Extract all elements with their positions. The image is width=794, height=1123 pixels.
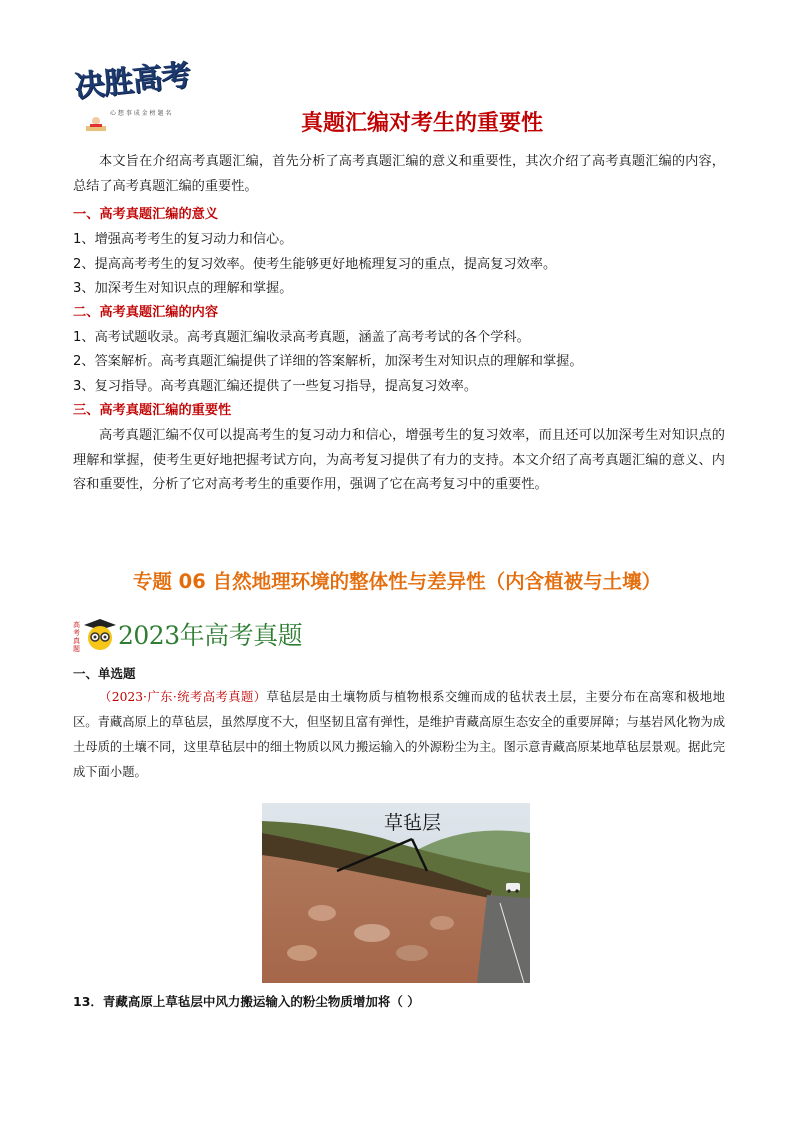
question-stem-text: 草毡层是由土壤物质与植物根系交缠而成的毡状表土层，主要分布在高寒和极地地区。青藏高原上的草毡层，虽然厚度不大，但坚韧且富有弹性，是维护青藏高原生态安全的重要屏障；与基岩风化物为成土母质的土壤不同，这里草毡层中的细土物质以风力搬运输入的外源粉尘为主。图示意青藏高原某地草毡层景观。据此完成下面小题。 — [73, 690, 725, 779]
document-title-text: 真题汇编对考生的重要性 — [300, 111, 543, 136]
section-2-item: 3、复习指导。高考真题汇编还提供了一些复习指导，提高复习效率。 — [73, 379, 478, 394]
section-3-paragraph: 高考真题汇编不仅可以提高考生的复习动力和信心，增强考生的复习效率，而且还可以加深考生对知识点的理解和掌握，使考生更好地把握考试方向，为高考复习提供了有力的支持。本文介绍了高考真题汇编的意义、内容和重要性，分析了它对高考考生的重要作用，强调了它在高考复习中的重要性。 — [73, 428, 725, 492]
svg-text:真: 真 — [73, 637, 80, 645]
section-1-heading: 一、高考真题汇编的意义 — [73, 207, 219, 222]
intro-paragraph: 本文旨在介绍高考真题汇编，首先分析了高考真题汇编的意义和重要性，其次介绍了高考真题汇编的内容，总结了高考真题汇编的重要性。 — [73, 154, 725, 194]
section-3-heading: 三、高考真题汇编的重要性 — [73, 403, 232, 418]
document-title — [0, 106, 794, 137]
svg-text:题: 题 — [73, 645, 80, 652]
logo-slogan: 心 想 事 成 金 榜 题 名 — [110, 110, 172, 117]
section-2-item: 1、高考试题收录。高考真题汇编收录高考真题，涵盖了高考考试的各个学科。 — [73, 330, 530, 345]
owl-graduate-icon — [72, 616, 116, 652]
question-13 — [73, 992, 420, 1010]
grass-felt-layer-photo — [262, 803, 530, 983]
photo-label: 草毡层 — [384, 812, 442, 834]
topic-title: 专题 06 自然地理环境的整体性与差异性（内含植被与土壤） — [132, 570, 662, 593]
svg-text:考: 考 — [73, 629, 80, 637]
section-1-item: 3、加深考生对知识点的理解和掌握。 — [73, 281, 293, 296]
logo-text: 决胜高考 — [72, 57, 192, 105]
section-1-item: 1、增强高考考生的复习动力和信心。 — [73, 232, 293, 247]
question-stem — [73, 685, 725, 785]
question-13-text: 青藏高原上草毡层中风力搬运输入的粉尘物质增加将（ ） — [102, 994, 420, 1009]
question-source: （2023·广东·统考高考真题） — [99, 690, 267, 704]
section-1-item: 2、提高高考考生的复习效率。使考生能够更好地梳理复习的重点，提高复习效率。 — [73, 257, 557, 272]
question-type-heading: 一、单选题 — [73, 666, 136, 681]
section-2-item: 2、答案解析。高考真题汇编提供了详细的答案解析，加深考生对知识点的理解和掌握。 — [73, 354, 583, 369]
question-13-number: 13． — [73, 994, 103, 1009]
banner-title: 2023年高考真题 — [118, 621, 303, 650]
svg-text:高: 高 — [73, 621, 80, 629]
section-2-heading: 二、高考真题汇编的内容 — [73, 305, 219, 320]
